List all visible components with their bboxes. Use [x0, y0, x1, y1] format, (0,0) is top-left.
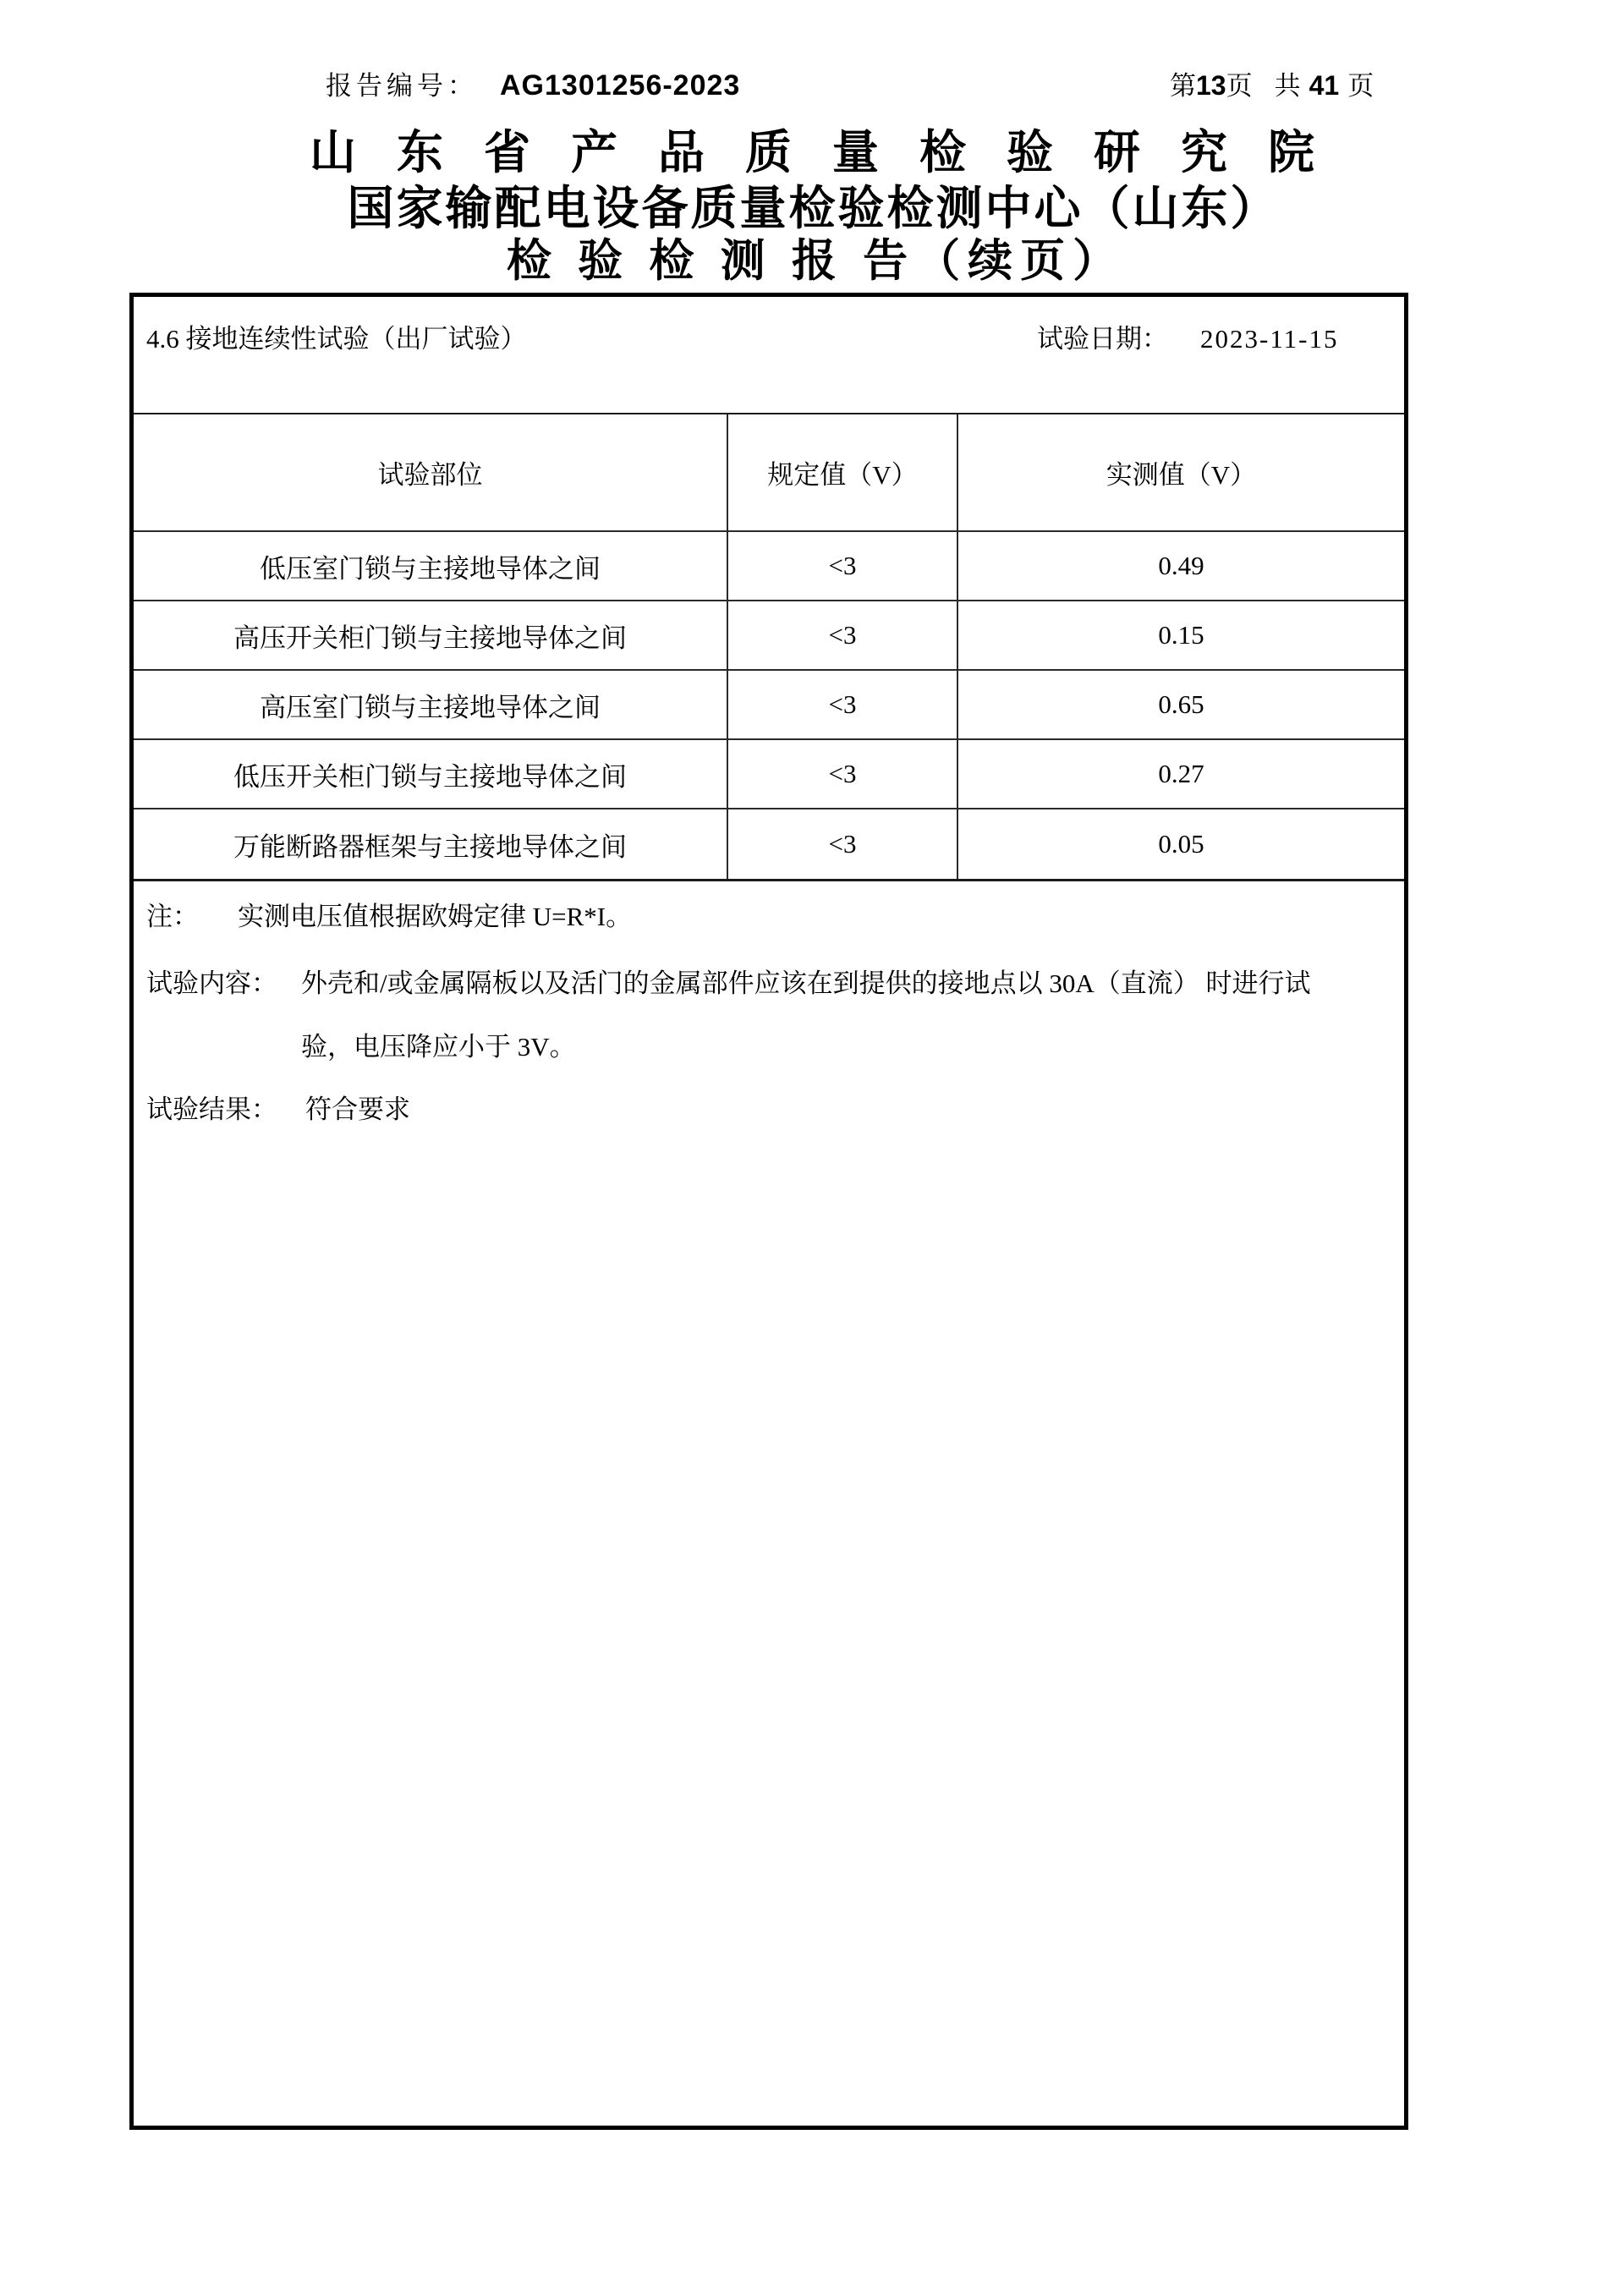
report-number-line [326, 64, 740, 102]
report-content-box [129, 293, 1408, 2130]
column-header-part: 试验部位 [134, 414, 728, 532]
test-result-line [146, 1088, 410, 1126]
test-content-line [146, 962, 1311, 1000]
page-indicator-suffix: 页 [1347, 71, 1374, 101]
column-header-measured: 实测值（V） [958, 414, 1404, 532]
center-title: 国家输配电设备质量检验检测中心（山东） [347, 183, 1280, 234]
table-cell-part: 高压室门锁与主接地导体之间 [134, 671, 728, 740]
table-cell-measured: 0.49 [958, 532, 1404, 601]
test-date-label: 试验日期： [1037, 324, 1168, 354]
table-cell-measured: 0.05 [1158, 829, 1204, 859]
table-cell-spec: <3 [728, 532, 958, 601]
table-cell-part: 高压开关柜门锁与主接地导体之间 [134, 601, 728, 671]
page-total: 41 [1309, 70, 1340, 101]
institute-title: 山东省产品质量检验研究院 [309, 127, 1355, 178]
column-header-spec: 规定值（V） [728, 414, 958, 532]
page-indicator-prefix: 第 [1170, 71, 1196, 101]
page-current: 13 [1196, 70, 1226, 101]
report-title: 检 验 检 测 报 告（续页） [506, 237, 1126, 286]
note-text: 实测电压值根据欧姆定律 U=R*I。 [238, 902, 633, 931]
report-number-label: 报告编号： [326, 71, 478, 101]
section-title: 4.6 接地连续性试验（出厂试验） [146, 324, 527, 354]
test-content-label: 试验内容： [146, 968, 277, 998]
table-cell-part: 低压开关柜门锁与主接地导体之间 [134, 740, 728, 809]
test-date-line [1037, 317, 1339, 355]
test-date-value: 2023-11-15 [1200, 324, 1339, 354]
page-indicator [1170, 64, 1374, 102]
table-cell-spec: <3 [728, 809, 958, 879]
note-label: 注： [146, 902, 199, 931]
test-result-label: 试验结果： [146, 1095, 277, 1124]
report-number-value: AG1301256-2023 [500, 69, 741, 102]
table-cell-spec: <3 [728, 671, 958, 740]
table-cell-spec: <3 [728, 601, 958, 671]
test-content-text-1: 外壳和/或金属隔板以及活门的金属部件应该在到提供的接地点以 30A（直流） 时进行试 [301, 968, 1311, 998]
test-content-text-2: 验，电压降应小于 3V。 [301, 1032, 576, 1062]
table-cell-spec: <3 [728, 740, 958, 809]
table-cell-part: 万能断路器框架与主接地导体之间 [134, 809, 728, 879]
page-indicator-mid1: 页 [1226, 71, 1253, 101]
note-line [146, 895, 632, 933]
test-result-value: 符合要求 [305, 1095, 410, 1124]
table-cell-measured: 0.15 [958, 601, 1404, 671]
table-cell-part: 低压室门锁与主接地导体之间 [134, 532, 728, 601]
page-indicator-mid2: 共 [1274, 71, 1301, 101]
table-cell-measured: 0.65 [958, 671, 1404, 740]
table-cell-measured: 0.27 [958, 740, 1404, 809]
results-table [134, 413, 1404, 881]
